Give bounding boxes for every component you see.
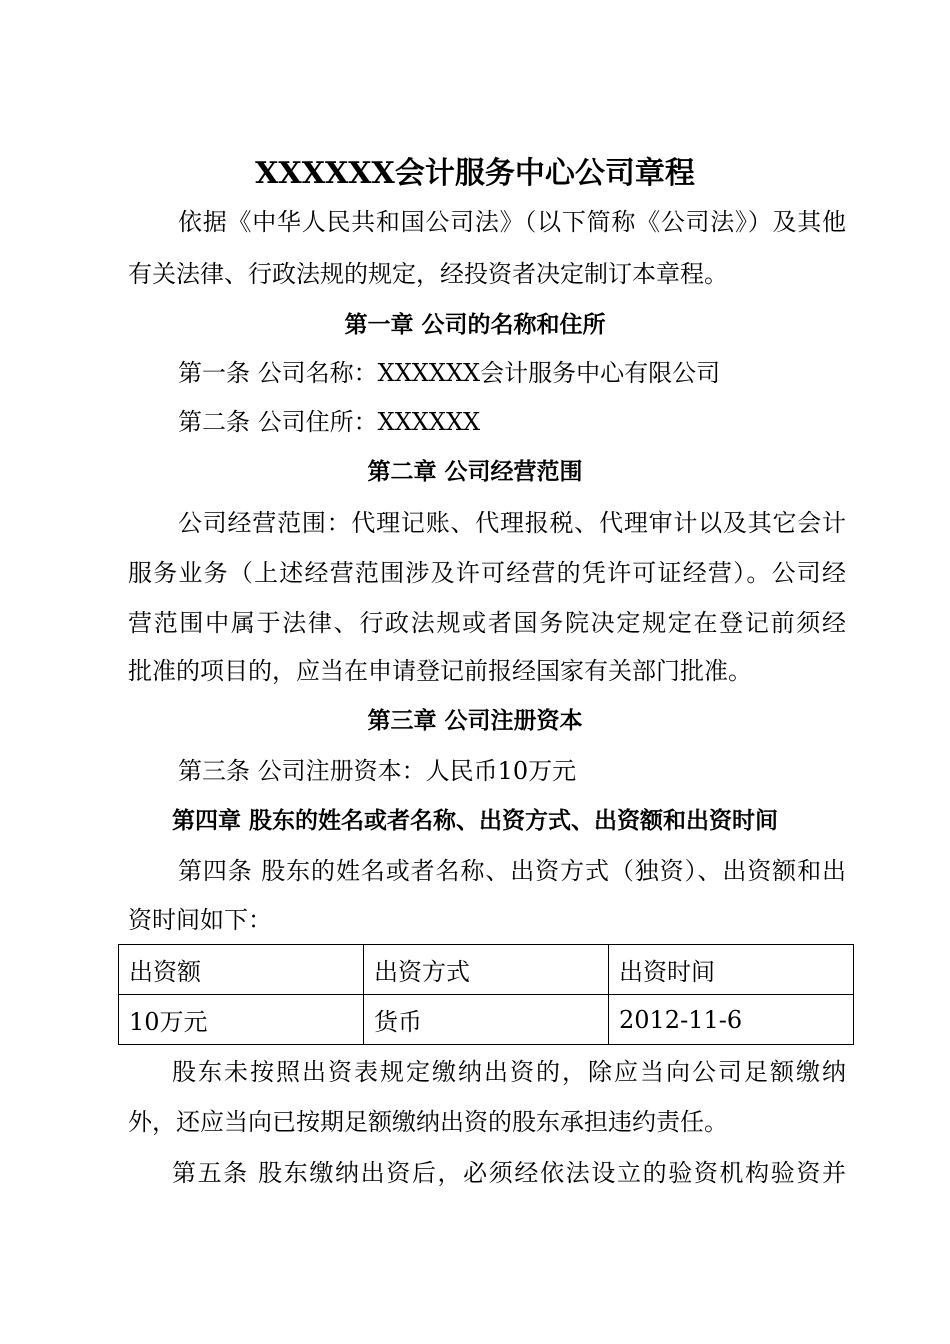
scope-line-4: 批准的项目的，应当在申请登记前报经国家有关部门批准。	[128, 657, 752, 685]
article-2: 第二条 公司住所：XXXXXX	[178, 408, 481, 436]
chapter-4-heading: 第四章 股东的姓名或者名称、出资方式、出资额和出资时间	[171, 807, 778, 834]
table-header-row	[119, 945, 854, 995]
intro-line-1: 依据《中华人民共和国公司法》（以下简称《公司法》）及其他	[178, 208, 846, 236]
table-cell: 货币	[364, 995, 609, 1045]
document-title: XXXXXX会计服务中心公司章程	[255, 156, 695, 191]
scope-line-1: 公司经营范围：代理记账、代理报税、代理审计以及其它会计	[178, 509, 846, 537]
table-cell: 10万元	[119, 995, 364, 1045]
chapter-1-heading: 第一章 公司的名称和住所	[344, 311, 606, 338]
chapter-2-heading: 第二章 公司经营范围	[367, 458, 583, 485]
chapter-3-heading: 第三章 公司注册资本	[367, 707, 583, 734]
table-row	[119, 995, 854, 1045]
table-cell: 2012-11-6	[609, 995, 854, 1045]
table-header-cell: 出资时间	[609, 945, 854, 995]
table-header-cell: 出资方式	[364, 945, 609, 995]
article-4-line-2: 资时间如下：	[128, 906, 272, 934]
scope-line-2: 服务业务（上述经营范围涉及许可经营的凭许可证经营）。公司经	[128, 559, 846, 587]
capital-contribution-table	[118, 944, 854, 1045]
intro-line-2: 有关法律、行政法规的规定，经投资者决定制订本章程。	[128, 260, 728, 288]
table-header-cell: 出资额	[119, 945, 364, 995]
article-3: 第三条 公司注册资本：人民币10万元	[178, 757, 577, 785]
article-1: 第一条 公司名称：XXXXXX会计服务中心有限公司	[178, 359, 721, 387]
article-4-line-1: 第四条 股东的姓名或者名称、出资方式（独资）、出资额和出	[178, 857, 846, 885]
paragraph-after-table-2: 外，还应当向已按期足额缴纳出资的股东承担违约责任。	[128, 1108, 728, 1136]
scope-line-3: 营范围中属于法律、行政法规或者国务院决定规定在登记前须经	[128, 609, 846, 637]
article-5: 第五条 股东缴纳出资后，必须经依法设立的验资机构验资并	[172, 1159, 846, 1187]
paragraph-after-table-1: 股东未按照出资表规定缴纳出资的，除应当向公司足额缴纳	[172, 1058, 846, 1086]
